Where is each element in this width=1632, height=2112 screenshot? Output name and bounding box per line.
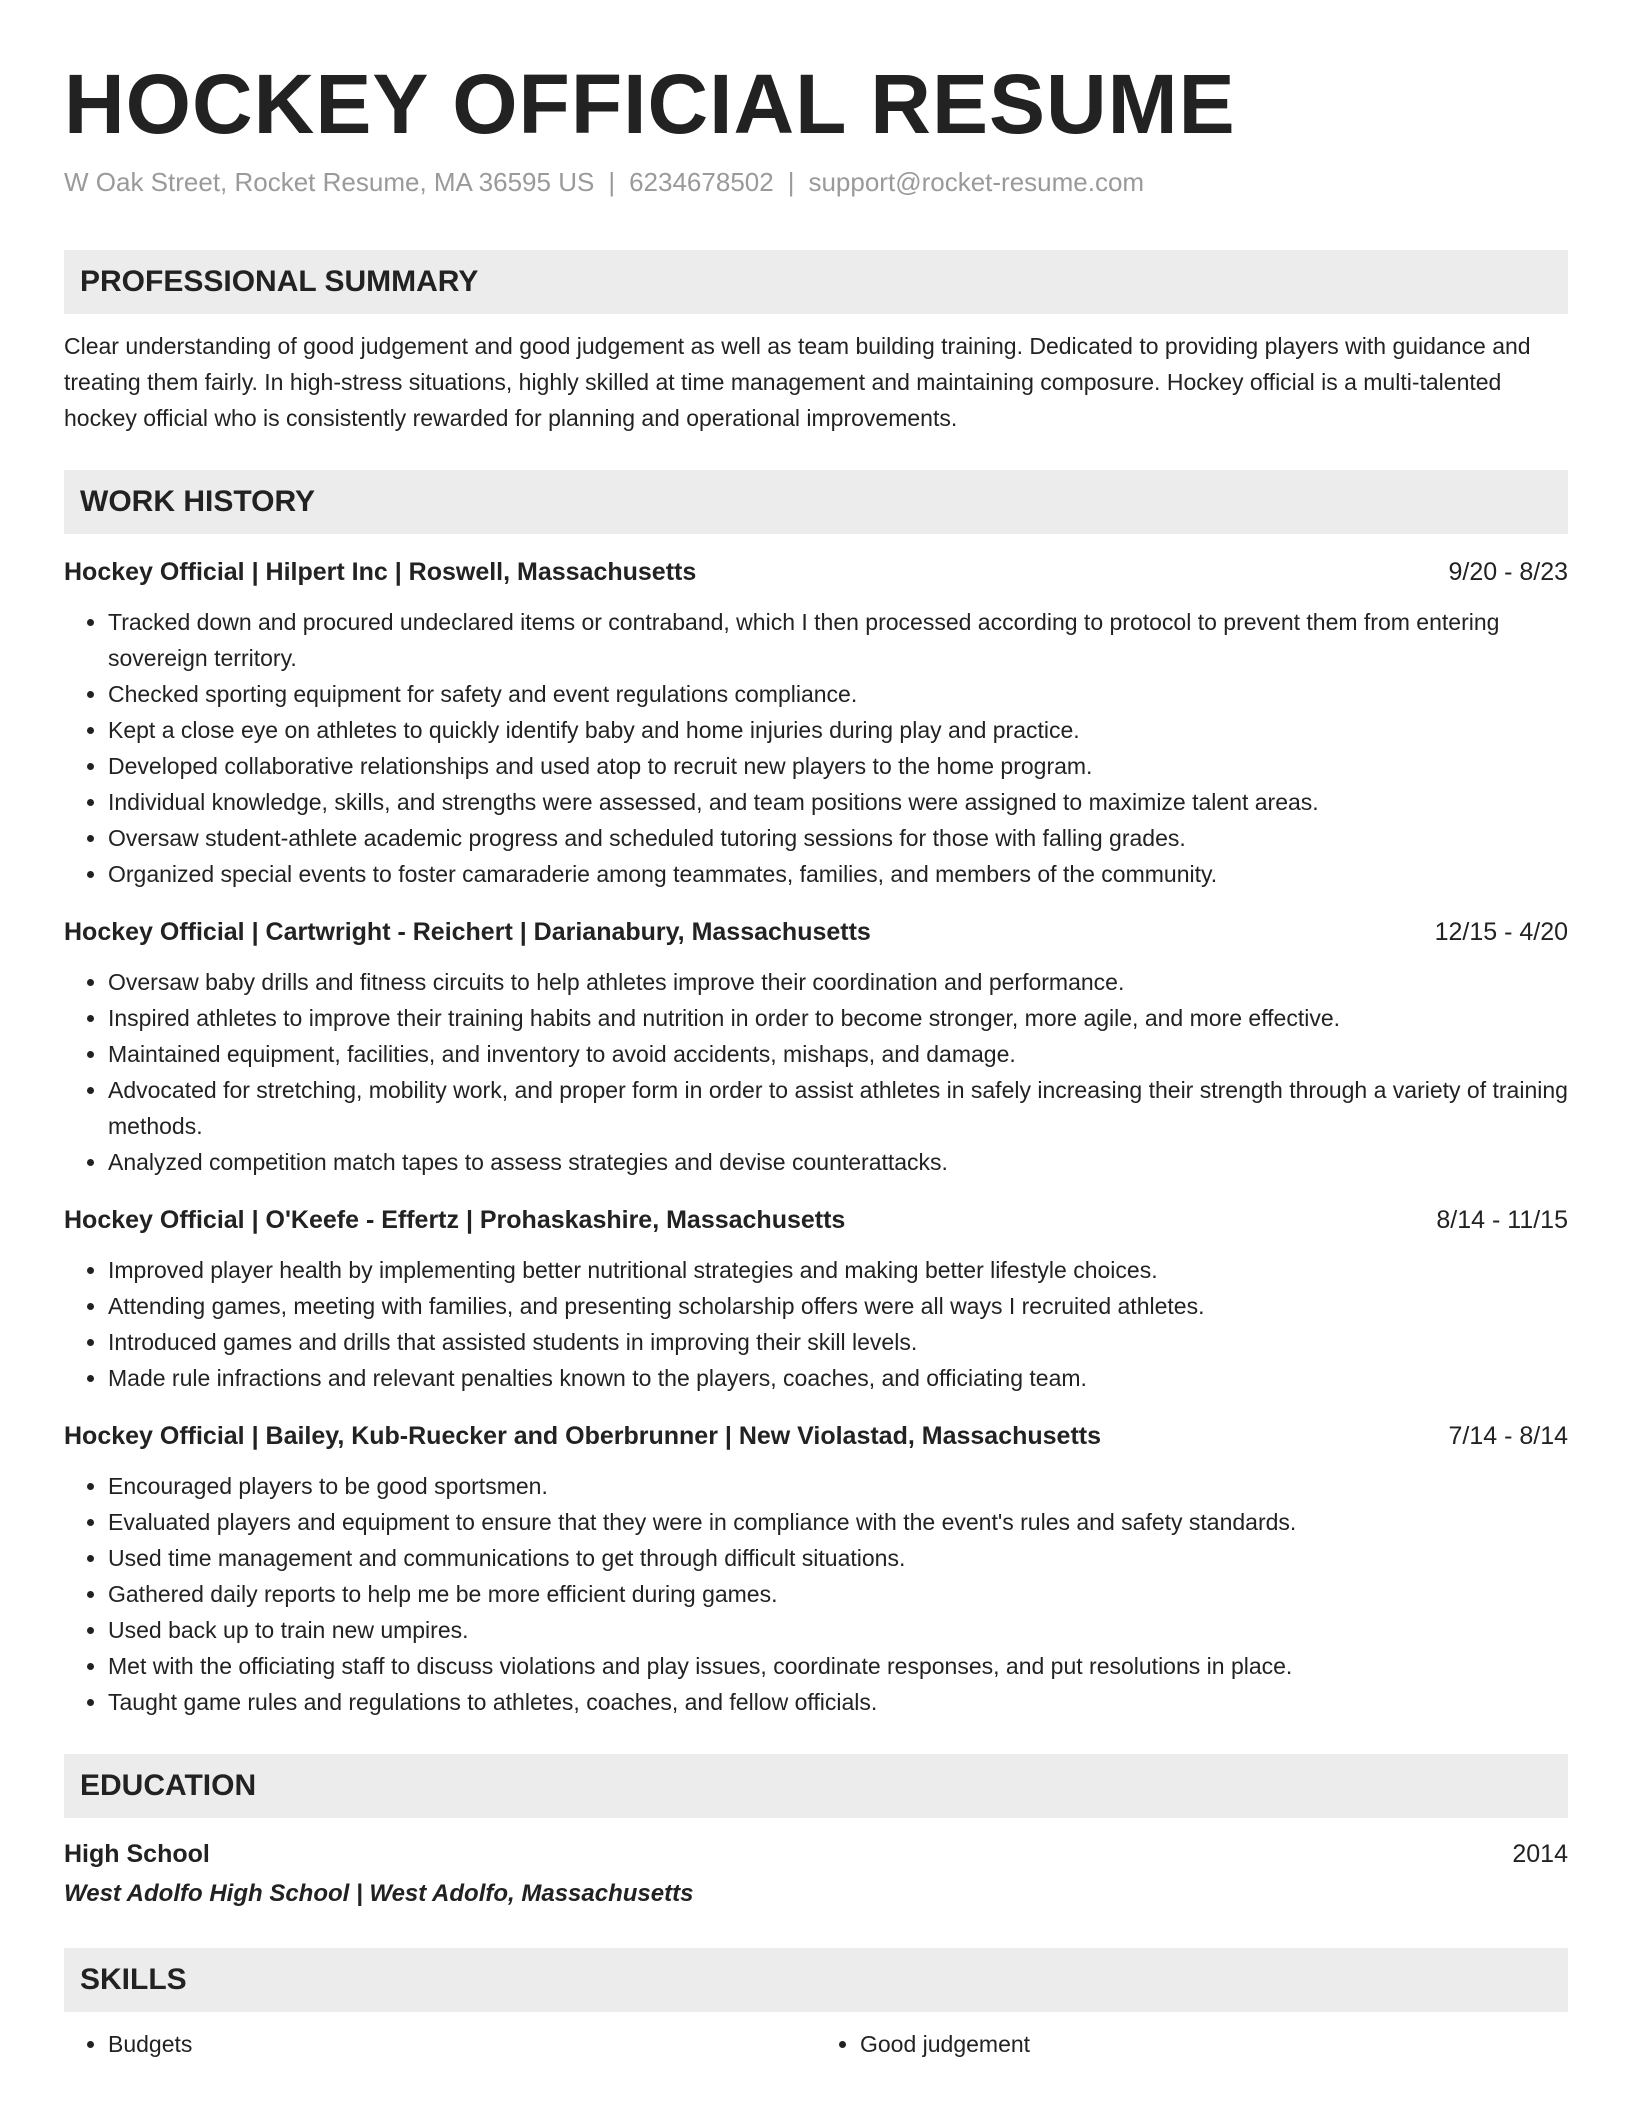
- job-bullet: • Checked sporting equipment for safety and event regulations compliance.: [108, 676, 1568, 712]
- job-heading: Hockey Official | Cartwright - Reichert | Darianabury, Massachusetts: [64, 918, 871, 946]
- job-entry: [64, 1200, 1568, 1396]
- contact-line: [64, 164, 1568, 200]
- job-bullets: [64, 1252, 1568, 1396]
- job-entry: [64, 912, 1568, 1180]
- section-header-work-history: WORK HISTORY: [64, 470, 1568, 534]
- job-heading: Hockey Official | Hilpert Inc | Roswell, Massachusetts: [64, 558, 697, 586]
- job-bullet: • Improved player health by implementing better nutritional strategies and making better lifestyle choices.: [108, 1252, 1568, 1288]
- job-bullet: • Made rule infractions and relevant penalties known to the players, coaches, and officiating team.: [108, 1360, 1568, 1396]
- job-header: [64, 552, 1568, 592]
- skill-item: • Budgets: [108, 2026, 816, 2062]
- education-year: 2014: [1512, 1840, 1568, 1868]
- job-bullet: • Oversaw student-athlete academic progress and scheduled tutoring sessions for those with falling grades.: [108, 820, 1568, 856]
- job-heading: Hockey Official | Bailey, Kub-Ruecker and Oberbrunner | New Violastad, Massachusetts: [64, 1422, 1101, 1450]
- job-bullet: • Attending games, meeting with families, and presenting scholarship offers were all ways I recruited athletes.: [108, 1288, 1568, 1324]
- job-bullet: • Introduced games and drills that assisted students in improving their skill levels.: [108, 1324, 1568, 1360]
- job-dates: 8/14 - 11/15: [1436, 1206, 1568, 1234]
- job-dates: 9/20 - 8/23: [1448, 558, 1568, 586]
- education-school: West Adolfo High School | West Adolfo, Massachusetts: [64, 1880, 694, 1907]
- job-bullet: • Oversaw baby drills and fitness circuits to help athletes improve their coordination and performance.: [108, 964, 1568, 1000]
- job-bullets: [64, 1468, 1568, 1720]
- job-dates: 7/14 - 8/14: [1448, 1422, 1568, 1450]
- summary-text: Clear understanding of good judgement and good judgement as well as team building training. Dedicated to providing players with guidance and treating them fairly. In high-stress situations, highly skilled at time management and maintaining composure. Hockey official is a multi-talented hockey official who is consistently rewarded for planning and operational improvements.: [64, 333, 1531, 431]
- job-bullets: [64, 604, 1568, 892]
- contact-address: W Oak Street, Rocket Resume, MA 36595 US: [64, 167, 595, 197]
- contact-separator: |: [608, 167, 616, 197]
- section-header-education: EDUCATION: [64, 1754, 1568, 1818]
- job-header: [64, 1416, 1568, 1456]
- job-heading: Hockey Official | O'Keefe - Effertz | Prohaskashire, Massachusetts: [64, 1206, 846, 1234]
- job-entry: [64, 1416, 1568, 1720]
- job-bullet: • Advocated for stretching, mobility work, and proper form in order to assist athletes in safely increasing their strength through a variety of training methods.: [108, 1072, 1568, 1144]
- education-degree: High School: [64, 1840, 210, 1868]
- job-bullet: • Gathered daily reports to help me be more efficient during games.: [108, 1576, 1568, 1612]
- contact-separator: |: [787, 167, 795, 197]
- skill-item: • Good judgement: [860, 2026, 1568, 2062]
- job-header: [64, 1200, 1568, 1240]
- education-entry: [64, 1834, 1568, 1914]
- job-bullet: • Met with the officiating staff to discuss violations and play issues, coordinate responses, and put resolutions in place.: [108, 1648, 1568, 1684]
- section-header-summary: PROFESSIONAL SUMMARY: [64, 250, 1568, 314]
- job-bullet: • Used back up to train new umpires.: [108, 1612, 1568, 1648]
- job-dates: 12/15 - 4/20: [1434, 918, 1568, 946]
- skills-column-right: [816, 2026, 1568, 2062]
- job-bullet: • Encouraged players to be good sportsmen.: [108, 1468, 1568, 1504]
- skills-column-left: [64, 2026, 816, 2062]
- job-header: [64, 912, 1568, 952]
- job-entry: [64, 552, 1568, 892]
- skills-grid: [64, 2026, 1568, 2062]
- contact-email: support@rocket-resume.com: [808, 167, 1145, 197]
- job-bullet: • Maintained equipment, facilities, and inventory to avoid accidents, mishaps, and damage.: [108, 1036, 1568, 1072]
- job-bullet: • Kept a close eye on athletes to quickly identify baby and home injuries during play and practice.: [108, 712, 1568, 748]
- job-bullets: [64, 964, 1568, 1180]
- job-bullet: • Used time management and communications to get through difficult situations.: [108, 1540, 1568, 1576]
- job-bullet: • Taught game rules and regulations to athletes, coaches, and fellow officials.: [108, 1684, 1568, 1720]
- job-bullet: • Analyzed competition match tapes to assess strategies and devise counterattacks.: [108, 1144, 1568, 1180]
- work-history-list: [64, 552, 1568, 1720]
- job-bullet: • Organized special events to foster camaraderie among teammates, families, and members of the community.: [108, 856, 1568, 892]
- job-bullet: • Evaluated players and equipment to ensure that they were in compliance with the event's rules and safety standards.: [108, 1504, 1568, 1540]
- resume-title: HOCKEY OFFICIAL RESUME: [64, 57, 1236, 151]
- job-bullet: • Developed collaborative relationships and used atop to recruit new players to the home program.: [108, 748, 1568, 784]
- section-header-skills: SKILLS: [64, 1948, 1568, 2012]
- job-bullet: • Tracked down and procured undeclared items or contraband, which I then processed according to protocol to prevent them from entering sovereign territory.: [108, 604, 1568, 676]
- job-bullet: • Individual knowledge, skills, and strengths were assessed, and team positions were assigned to maximize talent areas.: [108, 784, 1568, 820]
- job-bullet: • Inspired athletes to improve their training habits and nutrition in order to become stronger, more agile, and more effective.: [108, 1000, 1568, 1036]
- contact-phone: 6234678502: [629, 167, 774, 197]
